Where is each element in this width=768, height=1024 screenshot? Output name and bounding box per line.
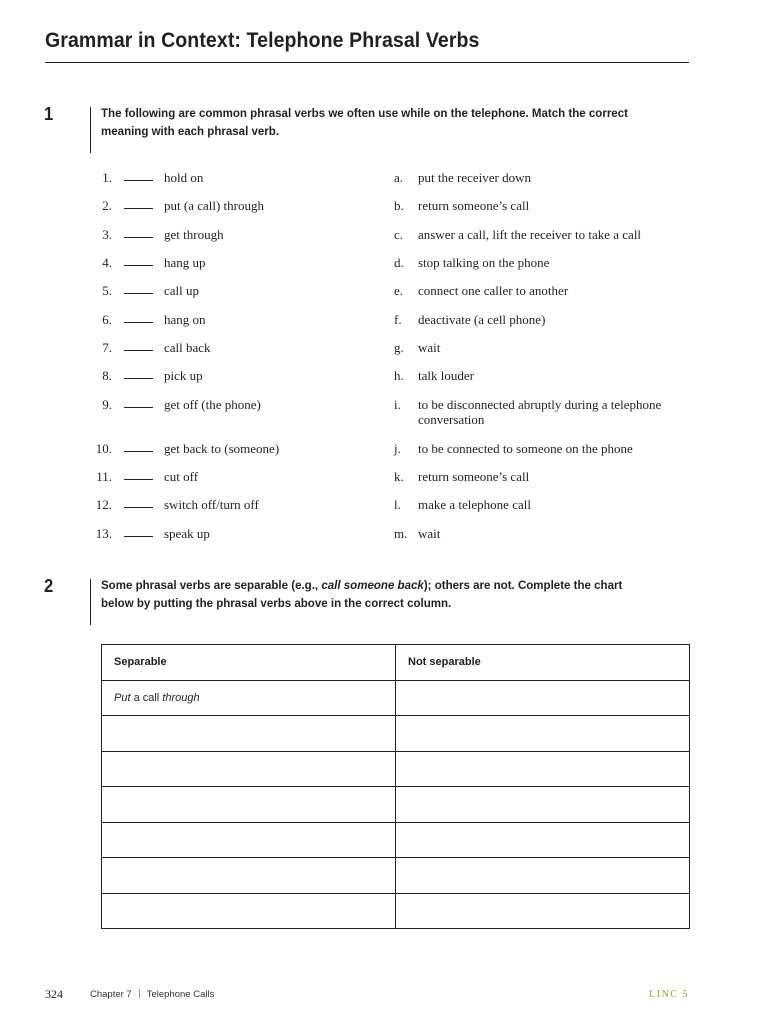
meaning-letter: k. (394, 469, 404, 484)
section-2-bar (90, 579, 91, 625)
phrasal-verb: put (a call) through (164, 198, 264, 213)
chart-row (102, 893, 690, 929)
section-2-instruction (101, 576, 650, 612)
meaning-text: return someone’s call (418, 469, 530, 484)
meaning-text: connect one caller to another (418, 283, 569, 298)
meaning-text: to be connected to someone on the phone (418, 441, 633, 456)
meaning-text: make a telephone call (418, 497, 531, 512)
chart-row (102, 680, 690, 716)
meaning-text: answer a call, lift the receiver to take a call (418, 227, 642, 242)
item-number: 1. (102, 170, 112, 185)
footer-divider (139, 989, 140, 998)
phrasal-verb: cut off (164, 469, 199, 484)
phrasal-verb: get back to (someone) (164, 441, 280, 456)
answer-blank[interactable] (124, 350, 153, 351)
chart-cell[interactable] (102, 787, 396, 823)
level-label: LINC 5 (649, 989, 689, 1000)
chart-cell[interactable] (396, 751, 690, 787)
section-1-instruction: The following are common phrasal verbs we often use while on the telephone. Match the correct meaning with each phrasal verb. (101, 106, 628, 138)
item-number: 7. (102, 340, 112, 355)
meaning-letter: f. (394, 312, 402, 327)
item-number: 12. (95, 497, 112, 512)
item-number: 6. (102, 312, 112, 327)
meaning-text: wait (418, 340, 441, 355)
instruction-text: Some phrasal verbs are separable (e.g., (101, 578, 322, 592)
chart-cell[interactable] (102, 858, 396, 894)
chart-cell[interactable] (396, 680, 690, 716)
chart-cell[interactable] (102, 822, 396, 858)
separable-chart (101, 644, 690, 929)
meaning-text: wait (418, 526, 441, 541)
chart-header-row (102, 645, 690, 681)
example-text: through (162, 691, 200, 704)
item-number: 11. (96, 469, 112, 484)
meaning-letter: h. (394, 368, 404, 383)
answer-blank[interactable] (124, 479, 153, 480)
meaning-letter: j. (394, 441, 401, 456)
phrasal-verb: pick up (164, 368, 203, 383)
answer-blank[interactable] (124, 407, 153, 408)
chapter-label (90, 989, 214, 1000)
chart-cell[interactable] (396, 858, 690, 894)
not-separable-header: Not separable (396, 645, 690, 681)
chart-cell[interactable] (396, 787, 690, 823)
chart-row (102, 751, 690, 787)
item-number: 2. (102, 198, 112, 213)
answer-blank[interactable] (124, 451, 153, 452)
meaning-text: put the receiver down (418, 170, 531, 185)
answer-blank[interactable] (124, 265, 153, 266)
phrasal-verb: get through (164, 227, 224, 242)
chart-cell[interactable] (396, 893, 690, 929)
section-1-bar (90, 107, 91, 153)
answer-blank[interactable] (124, 536, 153, 537)
phrasal-verb: switch off/turn off (164, 497, 259, 512)
meaning-letter: e. (394, 283, 404, 298)
answer-blank[interactable] (124, 208, 153, 209)
instruction-text: ); others are not. Complete the chart below by putting the phrasal verbs above in the correct column. (101, 578, 623, 610)
chart-row (102, 787, 690, 823)
answer-blank[interactable] (124, 293, 153, 294)
phrasal-verb: hang on (164, 312, 206, 327)
section-2-number: 2 (44, 576, 54, 596)
chart-cell[interactable] (396, 716, 690, 752)
item-number: 5. (102, 283, 112, 298)
meaning-text: stop talking on the phone (418, 255, 550, 270)
meaning-text: to be disconnected abruptly during a telephone conversation (418, 397, 662, 427)
chapter-title: Telephone Calls (146, 989, 215, 1000)
chart-cell[interactable] (102, 893, 396, 929)
meaning-letter: i. (394, 397, 401, 412)
phrasal-verb: call back (164, 340, 211, 355)
chart-row (102, 716, 690, 752)
meaning-letter: b. (394, 198, 404, 213)
section-1-number: 1 (44, 104, 54, 124)
meaning-letter: c. (394, 227, 404, 242)
chart-row (102, 858, 690, 894)
page-title: Grammar in Context: Telephone Phrasal Verbs (45, 29, 480, 52)
phrasal-verb: hang up (164, 255, 206, 270)
example-cell[interactable] (102, 680, 396, 716)
phrasal-verb: get off (the phone) (164, 397, 261, 412)
instruction-example: call someone back (321, 578, 424, 592)
item-number: 8. (102, 368, 112, 383)
item-number: 4. (102, 255, 112, 270)
meaning-letter: m. (394, 526, 408, 541)
separable-header: Separable (102, 645, 396, 681)
item-number: 13. (95, 526, 112, 541)
example-text: Put (114, 691, 131, 704)
meaning-text: talk louder (418, 368, 474, 383)
answer-blank[interactable] (124, 507, 153, 508)
example-text: a call (130, 691, 163, 704)
meaning-letter: a. (394, 170, 404, 185)
answer-blank[interactable] (124, 378, 153, 379)
chart-cell[interactable] (102, 716, 396, 752)
meaning-letter: d. (394, 255, 404, 270)
phrasal-verb: call up (164, 283, 200, 298)
meaning-letter: l. (394, 497, 401, 512)
meaning-letter: g. (394, 340, 404, 355)
answer-blank[interactable] (124, 322, 153, 323)
meaning-text: return someone’s call (418, 198, 530, 213)
meaning-text: deactivate (a cell phone) (418, 312, 546, 327)
title-divider (45, 62, 689, 63)
phrasal-verb: hold on (164, 170, 204, 185)
chart-cell[interactable] (396, 822, 690, 858)
item-number: 10. (95, 441, 112, 456)
item-number: 9. (102, 397, 112, 412)
chapter-number: Chapter 7 (90, 989, 132, 1000)
phrasal-verb: speak up (164, 526, 210, 541)
answer-blank[interactable] (124, 237, 153, 238)
item-number: 3. (102, 227, 112, 242)
answer-blank[interactable] (124, 180, 153, 181)
chart-cell[interactable] (102, 751, 396, 787)
chart-row (102, 822, 690, 858)
page-number: 324 (45, 987, 63, 1001)
